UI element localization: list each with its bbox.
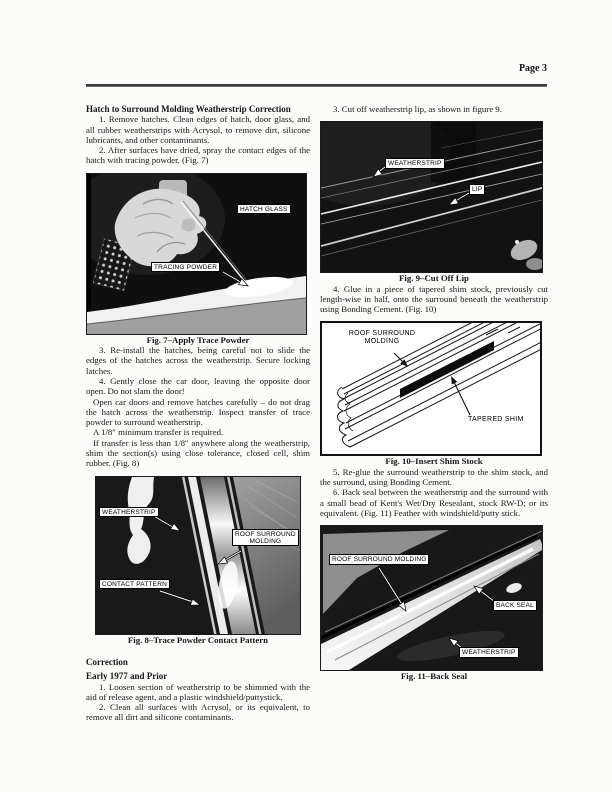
fig7-photo: [86, 173, 307, 335]
fig10-caption: Fig. 10–Insert Shim Stock: [385, 456, 483, 467]
fig10-label-tapered-shim: TAPERED SHIM: [468, 416, 524, 424]
fig11-label-roof-surround-molding: ROOF SURROUND MOLDING: [329, 554, 429, 564]
fig8-photo-art: [96, 477, 300, 634]
fig9-label-weatherstrip: WEATHERSTRIP: [385, 158, 445, 168]
figure-7: [86, 173, 310, 345]
fig9-photo-art: [321, 122, 542, 272]
early-1977-heading: Early 1977 and Prior: [86, 671, 168, 682]
right-step-4: 4. Glue in a piece of tapered shim stock, previously cut length-wise in half, onto the surround beneath the weatherstrip using Bonding Cement. (Fig. 10): [320, 283, 548, 315]
figure-9: [320, 121, 548, 283]
figure-10: [320, 321, 548, 466]
fig11-label-back-seal: BACK SEAL: [493, 600, 537, 610]
early-step-1: 1. Loosen section of weatherstrip to be shimmed with the aid of release agent, and a plastic windshield/puttystick.: [86, 681, 310, 702]
left-para-open: Open car doors and remove hatches carefully – do not drag the hatch across the weatherstrip. Inspect transfer of trace powder to surround weatherstrip.: [86, 396, 310, 428]
header-rule: [86, 84, 547, 87]
fig8-label-weatherstrip: WEATHERSTRIP: [99, 507, 159, 517]
left-step-2: 2. After surfaces have dried, spray the contact edges of the hatch with tracing powder. (Fig. 7): [86, 145, 310, 166]
fig8-label-roof-surround-molding: ROOF SURROUND MOLDING: [232, 529, 299, 547]
left-step-1: 1. Remove hatches. Clean edges of hatch, door glass, and all rubber weatherstrips with Acrysol, to remove dirt, silicone lubricants, and other contaminants.: [86, 114, 310, 145]
left-step-3: 3. Re-install the hatches, being careful not to slide the edges of the hatches across the weatherstrip. Secure locking latches.: [86, 345, 310, 376]
fig9-photo: [320, 121, 543, 273]
left-para-minimum: A 1/8″ minimum transfer is required.: [93, 427, 224, 438]
fig7-label-tracing-powder: TRACING POWDER: [151, 262, 220, 272]
figure-8: [95, 476, 310, 645]
left-column: [86, 104, 310, 723]
fig11-photo: [320, 525, 543, 671]
fig7-caption: Fig. 7–Apply Trace Powder: [146, 334, 250, 345]
fig10-label-roof-surround-molding: ROOF SURROUND MOLDING: [348, 330, 416, 345]
right-step-5: 5. Re-glue the surround weatherstrip to the shim stock, and the surround, using Bonding Cement.: [320, 466, 548, 488]
fig10-drawing: [320, 321, 542, 456]
left-para-if: If transfer is less than 1/8″ anywhere along the weatherstrip, shim the section(s) using close tolerance, closed cell, shim rubber. (Fig. 8): [86, 437, 310, 469]
page-number: Page 3: [518, 63, 547, 74]
fig7-label-hatch-glass: HATCH GLASS: [237, 204, 291, 214]
fig11-caption: Fig. 11–Back Seal: [400, 671, 468, 682]
correction-heading: Correction: [86, 656, 128, 667]
left-step-4: 4. Gently close the car door, leaving the opposite door open. Do not slam the door!: [86, 375, 310, 397]
section-heading: Hatch to Surround Molding Weatherstrip Correction: [86, 104, 291, 114]
fig8-caption: Fig. 8–Trace Powder Contact Pattern: [127, 634, 269, 645]
right-step-3: 3. Cut off weatherstrip lip, as shown in figure 9.: [333, 104, 502, 114]
fig7-photo-art: [87, 174, 306, 334]
fig9-label-lip: LIP: [469, 184, 485, 194]
early-step-2: 2. Clean all surfaces with Acrysol, or its equivalent, to remove all dirt and silicone contaminants.: [86, 702, 310, 723]
fig8-photo: [95, 476, 301, 635]
fig11-label-weatherstrip: WEATHERSTRIP: [459, 647, 519, 657]
fig8-label-contact-pattern: CONTACT PATTERN: [99, 579, 170, 589]
right-step-6: 6. Back seal between the weatherstrip and the surround with a small bead of Kent's Wet/Dry Resealant, stock RW-D; or its equivalent. (Fig. 11) Feather with windshield/putty stick.: [320, 487, 548, 518]
right-column: [320, 104, 548, 682]
figure-11: [320, 525, 548, 681]
fig9-caption: Fig. 9–Cut Off Lip: [399, 273, 469, 284]
